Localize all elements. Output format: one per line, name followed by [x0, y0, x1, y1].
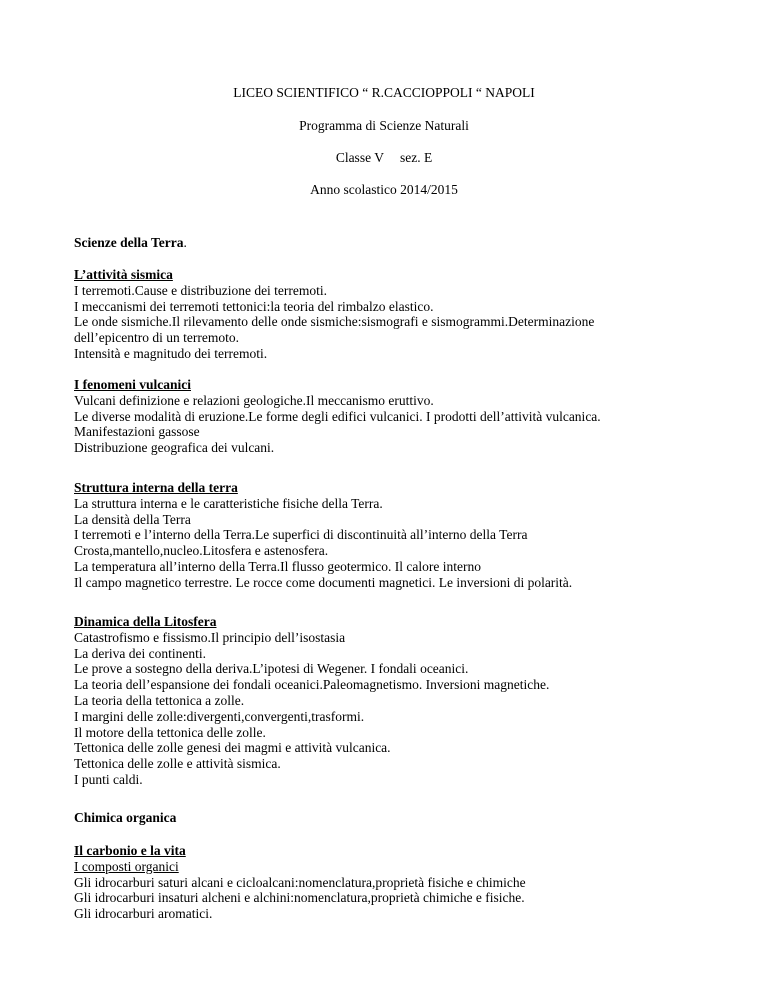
- section-line: La deriva dei continenti.: [74, 645, 206, 661]
- part-title-chimica-organica: Chimica organica: [74, 810, 177, 825]
- section-line: Il motore della tettonica delle zolle.: [74, 724, 266, 740]
- section-line: Intensità e magnitudo dei terremoti.: [74, 345, 268, 361]
- section-fenomeni-vulcanici: [74, 377, 754, 456]
- section-label: sez. E: [399, 150, 433, 165]
- section-line: La temperatura all’interno della Terra.Il flusso geotermico. Il calore interno: [74, 558, 482, 574]
- section-line: I terremoti.Cause e distribuzione dei terremoti.: [74, 282, 328, 298]
- section-line: I punti caldi.: [74, 771, 143, 787]
- section-line: I margini delle zolle:divergenti,convergenti,trasformi.: [74, 708, 365, 724]
- section-line: Catastrofismo e fissismo.Il principio dell’isostasia: [74, 629, 346, 645]
- section-line: Tettonica delle zolle genesi dei magmi e attività vulcanica.: [74, 740, 391, 756]
- section-struttura-interna: [74, 480, 754, 591]
- subsection-title: I composti organici: [74, 858, 179, 874]
- section-line: Gli idrocarburi insaturi alcheni e alchini:nomenclatura,proprietà chimiche e fisiche.: [74, 890, 525, 906]
- section-line: Crosta,mantello,nucleo.Litosfera e astenosfera.: [74, 543, 329, 559]
- section-line: La teoria dell’espansione dei fondali oceanici.Paleomagnetismo. Inversioni magnetiche.: [74, 677, 550, 693]
- section-line: dell’epicentro di un terremoto.: [74, 330, 239, 346]
- section-line: I meccanismi dei terremoti tettonici:la teoria del rimbalzo elastico.: [74, 298, 434, 314]
- section-attivita-sismica: [74, 267, 754, 362]
- section-line: Le onde sismiche.Il rilevamento delle onde sismiche:sismografi e sismogrammi.Determinazione: [74, 314, 595, 330]
- section-dinamica-litosfera: [74, 614, 754, 788]
- section-line: Le diverse modalità di eruzione.Le forme degli edifici vulcanici. I prodotti dell’attività vulcanica.: [74, 408, 601, 424]
- school-name: LICEO SCIENTIFICO “ R.CACCIOPPOLI “ NAPOLI: [233, 85, 535, 100]
- class-line: [0, 150, 768, 166]
- part-title-scienze-terra: [74, 235, 754, 251]
- class-label: Classe V: [335, 150, 384, 165]
- section-line: Manifestazioni gassose: [74, 424, 200, 440]
- section-line: La densità della Terra: [74, 511, 191, 527]
- section-title: Il carbonio e la vita: [74, 843, 186, 858]
- section-line: Gli idrocarburi aromatici.: [74, 906, 213, 922]
- section-title: Struttura interna della terra: [74, 480, 238, 495]
- section-line: Il campo magnetico terrestre. Le rocce come documenti magnetici. Le inversioni di polarità.: [74, 574, 573, 590]
- section-line: La teoria della tettonica a zolle.: [74, 692, 245, 708]
- section-carbonio-vita: [74, 843, 754, 922]
- section-title: I fenomeni vulcanici: [74, 377, 191, 392]
- section-line: Tettonica delle zolle e attività sismica.: [74, 756, 281, 772]
- section-line: La struttura interna e le caratteristiche fisiche della Terra.: [74, 495, 383, 511]
- section-line: Le prove a sostegno della deriva.L’ipotesi di Wegener. I fondali oceanici.: [74, 661, 469, 677]
- section-title: Dinamica della Litosfera: [74, 614, 217, 629]
- school-year: Anno scolastico 2014/2015: [310, 182, 458, 197]
- section-line: Gli idrocarburi saturi alcani e cicloalcani:nomenclatura,proprietà fisiche e chimiche: [74, 874, 526, 890]
- section-line: I terremoti e l’interno della Terra.Le superfici di discontinuità all’interno della Terra: [74, 527, 528, 543]
- section-line: Vulcani definizione e relazioni geologiche.Il meccanismo eruttivo.: [74, 392, 434, 408]
- part-title-suffix: .: [183, 235, 187, 250]
- part-title-text: Scienze della Terra: [74, 235, 184, 250]
- program-title: Programma di Scienze Naturali: [299, 118, 469, 133]
- section-line: Distribuzione geografica dei vulcani.: [74, 440, 275, 456]
- section-title: L’attività sismica: [74, 267, 173, 282]
